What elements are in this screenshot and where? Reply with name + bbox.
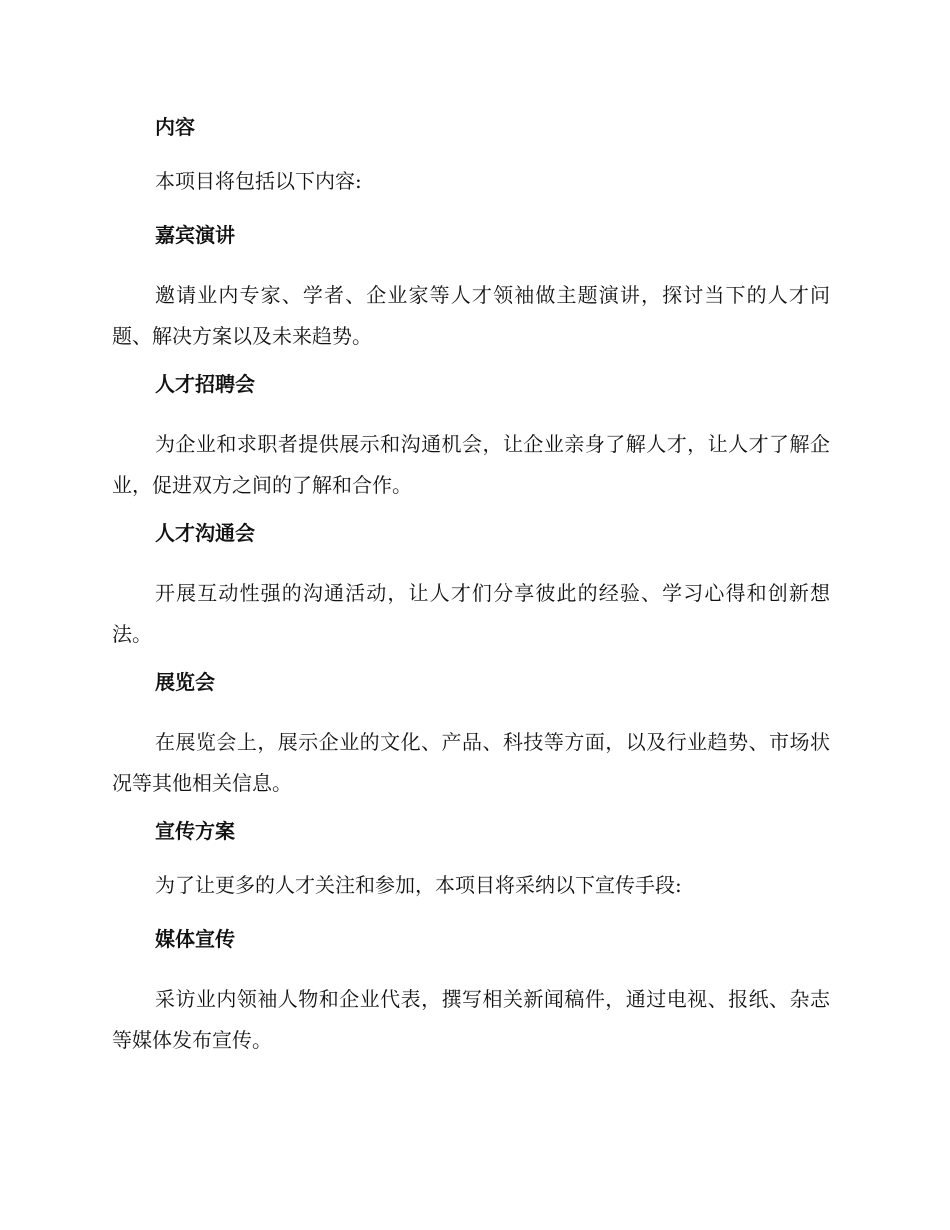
section-heading-promotion-plan: 宣传方案	[155, 819, 235, 843]
content-intro-paragraph: 本项目将包括以下内容:	[155, 169, 362, 193]
exhibition-paragraph: 在展览会上，展示企业的文化、产品、科技等方面，以及行业趋势、市场状况等其他相关信息。	[112, 730, 830, 795]
guest-speech-paragraph: 邀请业内专家、学者、企业家等人才领袖做主题演讲，探讨当下的人才问题、解决方案以及未来趋势。	[112, 283, 830, 348]
section-heading-content: 内容	[155, 115, 195, 139]
promotion-intro-paragraph: 为了让更多的人才关注和参加，本项目将采纳以下宣传手段:	[155, 873, 682, 897]
job-fair-paragraph: 为企业和求职者提供展示和沟通机会，让企业亲身了解人才，让人才了解企业，促进双方之间的了解和合作。	[112, 432, 830, 497]
talent-exchange-paragraph: 开展互动性强的沟通活动，让人才们分享彼此的经验、学习心得和创新想法。	[112, 581, 830, 646]
media-promotion-paragraph: 采访业内领袖人物和企业代表，撰写相关新闻稿件，通过电视、报纸、杂志等媒体发布宣传。	[112, 987, 830, 1052]
document-page	[112, 113, 830, 1074]
section-heading-job-fair: 人才招聘会	[155, 372, 255, 396]
section-heading-media-promotion: 媒体宣传	[155, 927, 235, 951]
section-heading-exhibition: 展览会	[155, 670, 215, 694]
section-heading-guest-speech: 嘉宾演讲	[155, 223, 235, 247]
section-heading-talent-exchange: 人才沟通会	[155, 521, 255, 545]
